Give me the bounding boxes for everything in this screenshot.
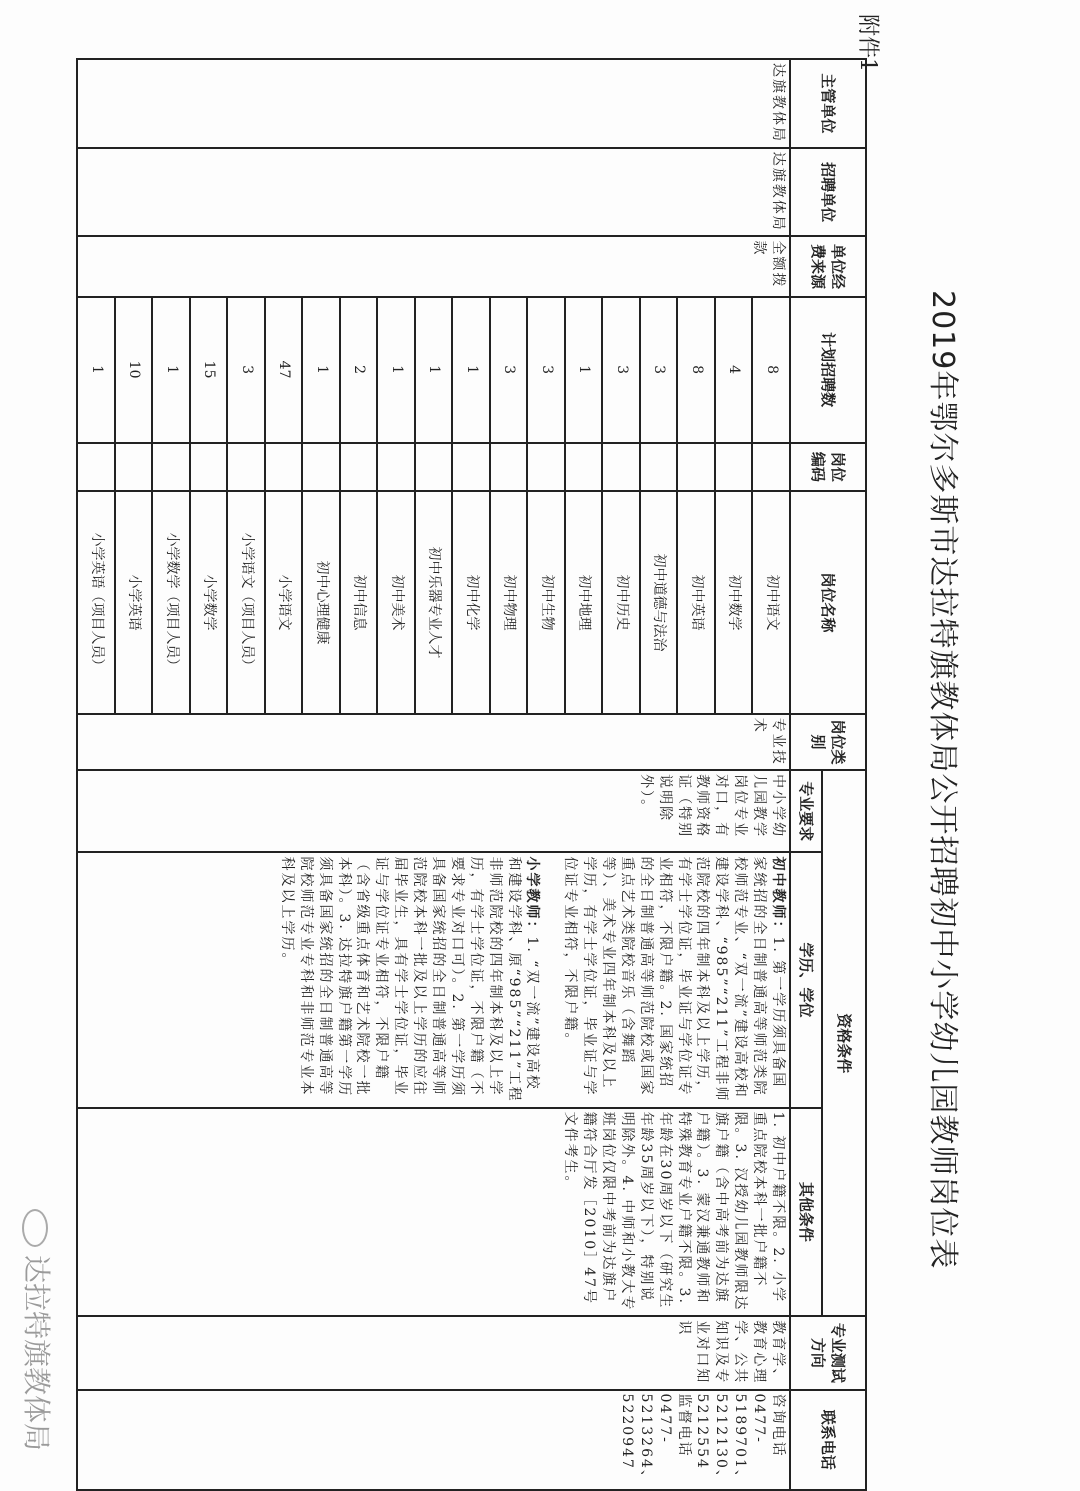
header-major: 专业要求 [790,770,822,852]
header-test-direction: 专业测试方向 [790,1316,866,1389]
post-name-cell: 初中地理 [565,491,603,714]
middle-teacher-lead: 初中教师： [770,856,786,937]
post-code-cell [603,443,641,492]
post-name-cell: 初中心理健康 [303,491,341,714]
other-conditions-cell: 1. 初中户籍不限。2. 小学重点院校本科一批户籍不限。3. 汉授幼儿园教师限达旗户籍（含中高考前为达旗户籍）。3. 蒙汉兼通教师和特殊教育专业户籍不限。3. 年龄在30周岁以下（研究生年龄35周岁以下），特别说明除外。4. 中师和小教大专班岗位仅限中考前为达旗户籍符合厅发［2010］47号文件考生。 [78,1108,791,1317]
education-cell [78,852,791,1107]
header-contact: 联系电话 [790,1390,866,1490]
post-code-cell [115,443,153,492]
planned-count-cell: 4 [715,297,753,443]
header-other: 其他条件 [790,1108,822,1317]
post-name-cell: 初中化学 [453,491,491,714]
header-post-name: 岗位名称 [790,491,866,714]
planned-count-cell: 3 [528,297,566,443]
planned-count-cell: 3 [640,297,678,443]
planned-count-cell: 1 [378,297,416,443]
planned-count-cell: 2 [340,297,378,443]
post-code-cell [528,443,566,492]
post-name-cell: 初中信息 [340,491,378,714]
post-name-cell: 初中美术 [378,491,416,714]
header-post-type: 岗位类别 [790,714,866,770]
header-planned: 计划招聘数 [790,297,866,443]
post-name-cell: 初中数学 [715,491,753,714]
middle-teacher-text: 1. 第一学历须具备国家统招的全日制普通高等师范类院校师范专业、“双一流”建设高校和建设学科、“985”“211”工程非师范院校的四年制本科及以上学历，有学士学位证，毕业证与学位证专业相符，不限户籍。2. 国家统招的全日制普通高等师范院校或国家重点艺术类院校音乐（含舞蹈等）、美术专业四年制本科及以上学历，有学士学位证，毕业证与学位证专业相符，不限户籍。 [562,856,786,1103]
post-code-cell [640,443,678,492]
planned-count-cell: 3 [603,297,641,443]
planned-count-cell: 10 [115,297,153,443]
post-code-cell [715,443,753,492]
major-requirement-cell: 中小学幼儿园教学岗位专业对口，有教师资格证（特别说明除外）。 [78,770,791,852]
post-name-cell: 小学英语 [115,491,153,714]
post-type-cell: 专业技术 [78,714,791,770]
document-title: 2019年鄂尔多斯市达拉特旗教体局公开招聘初中小学幼儿园教师岗位表 [925,290,960,1270]
planned-count-cell: 3 [228,297,266,443]
post-name-cell: 初中生物 [528,491,566,714]
post-code-cell [678,443,716,492]
contact-cell: 咨询电话 0477-5189701、5212130、5212554 监督电话 0477-5213264、5220947 [78,1390,791,1490]
watermark [18,1209,58,1451]
post-name-cell: 初中历史 [603,491,641,714]
post-code-cell [303,443,341,492]
post-code-cell [453,443,491,492]
post-name-cell: 小学数学（项目人员） [153,491,191,714]
header-qualification: 资格条件 [822,770,866,1316]
planned-count-cell: 1 [78,297,116,443]
wechat-icon [22,1209,48,1247]
table-row [753,59,791,1490]
planned-count-cell: 1 [453,297,491,443]
planned-count-cell: 47 [265,297,303,443]
planned-count-cell: 15 [190,297,228,443]
planned-count-cell: 1 [415,297,453,443]
recruitment-table [77,58,868,1491]
header-education: 学历、学位 [790,852,822,1107]
planned-count-cell: 1 [565,297,603,443]
post-name-cell: 初中乐器专业人才 [415,491,453,714]
planned-count-cell: 3 [490,297,528,443]
post-name-cell: 初中英语 [678,491,716,714]
test-direction-cell: 教育学、教育心理学、公共知识及专业对口知识 [78,1316,791,1389]
primary-teacher-lead: 小学教师： [524,856,541,937]
post-code-cell [340,443,378,492]
post-code-cell [415,443,453,492]
post-name-cell: 小学语文（项目人员） [228,491,266,714]
post-code-cell [378,443,416,492]
header-supervisor: 主管单位 [790,59,866,148]
planned-count-cell: 1 [153,297,191,443]
planned-count-cell: 8 [753,297,791,443]
header-employer: 招聘单位 [790,148,866,237]
post-code-cell [153,443,191,492]
planned-count-cell: 8 [678,297,716,443]
post-code-cell [78,443,116,492]
primary-teacher-text: 1. “双一流”建设高校和建设学科、原“985”“211”工程非师范院校的四年制本科及以上学历，有学士学位证，不限户籍（不要求专业对口可）。2. 第一学历须具备国家统招的全日制普通高等师范院校本科一批及以上学历的应往届毕业生，具有学士学位证，毕业证与学位证专业相符，不限户籍（含省级重点体育和艺术院校一批本科）。3. 达拉特旗户籍第一学历须具备国家统招的全日制普通高等院校师范专业专科和非师范专业本科及以上学历。 [278,856,541,1103]
header-funding: 单位经费来源 [790,236,866,296]
post-code-cell [228,443,266,492]
post-code-cell [490,443,528,492]
post-code-cell [565,443,603,492]
header-post-code: 岗位编码 [790,443,866,492]
post-name-cell: 小学英语（项目人员） [78,491,116,714]
post-name-cell: 小学语文 [265,491,303,714]
post-name-cell: 初中道德与法治 [640,491,678,714]
watermark-text: 达拉特旗教体局 [20,1254,53,1451]
post-code-cell [753,443,791,492]
post-name-cell: 初中物理 [490,491,528,714]
post-code-cell [190,443,228,492]
planned-count-cell: 1 [303,297,341,443]
post-name-cell: 初中语文 [753,491,791,714]
post-code-cell [265,443,303,492]
annex-label: 附件1 [855,14,880,72]
funding-cell: 全额拨款 [78,236,791,296]
supervisor-cell: 达旗教体局 [78,59,791,148]
employer-cell: 达旗教体局 [78,148,791,237]
post-name-cell: 小学数学 [190,491,228,714]
